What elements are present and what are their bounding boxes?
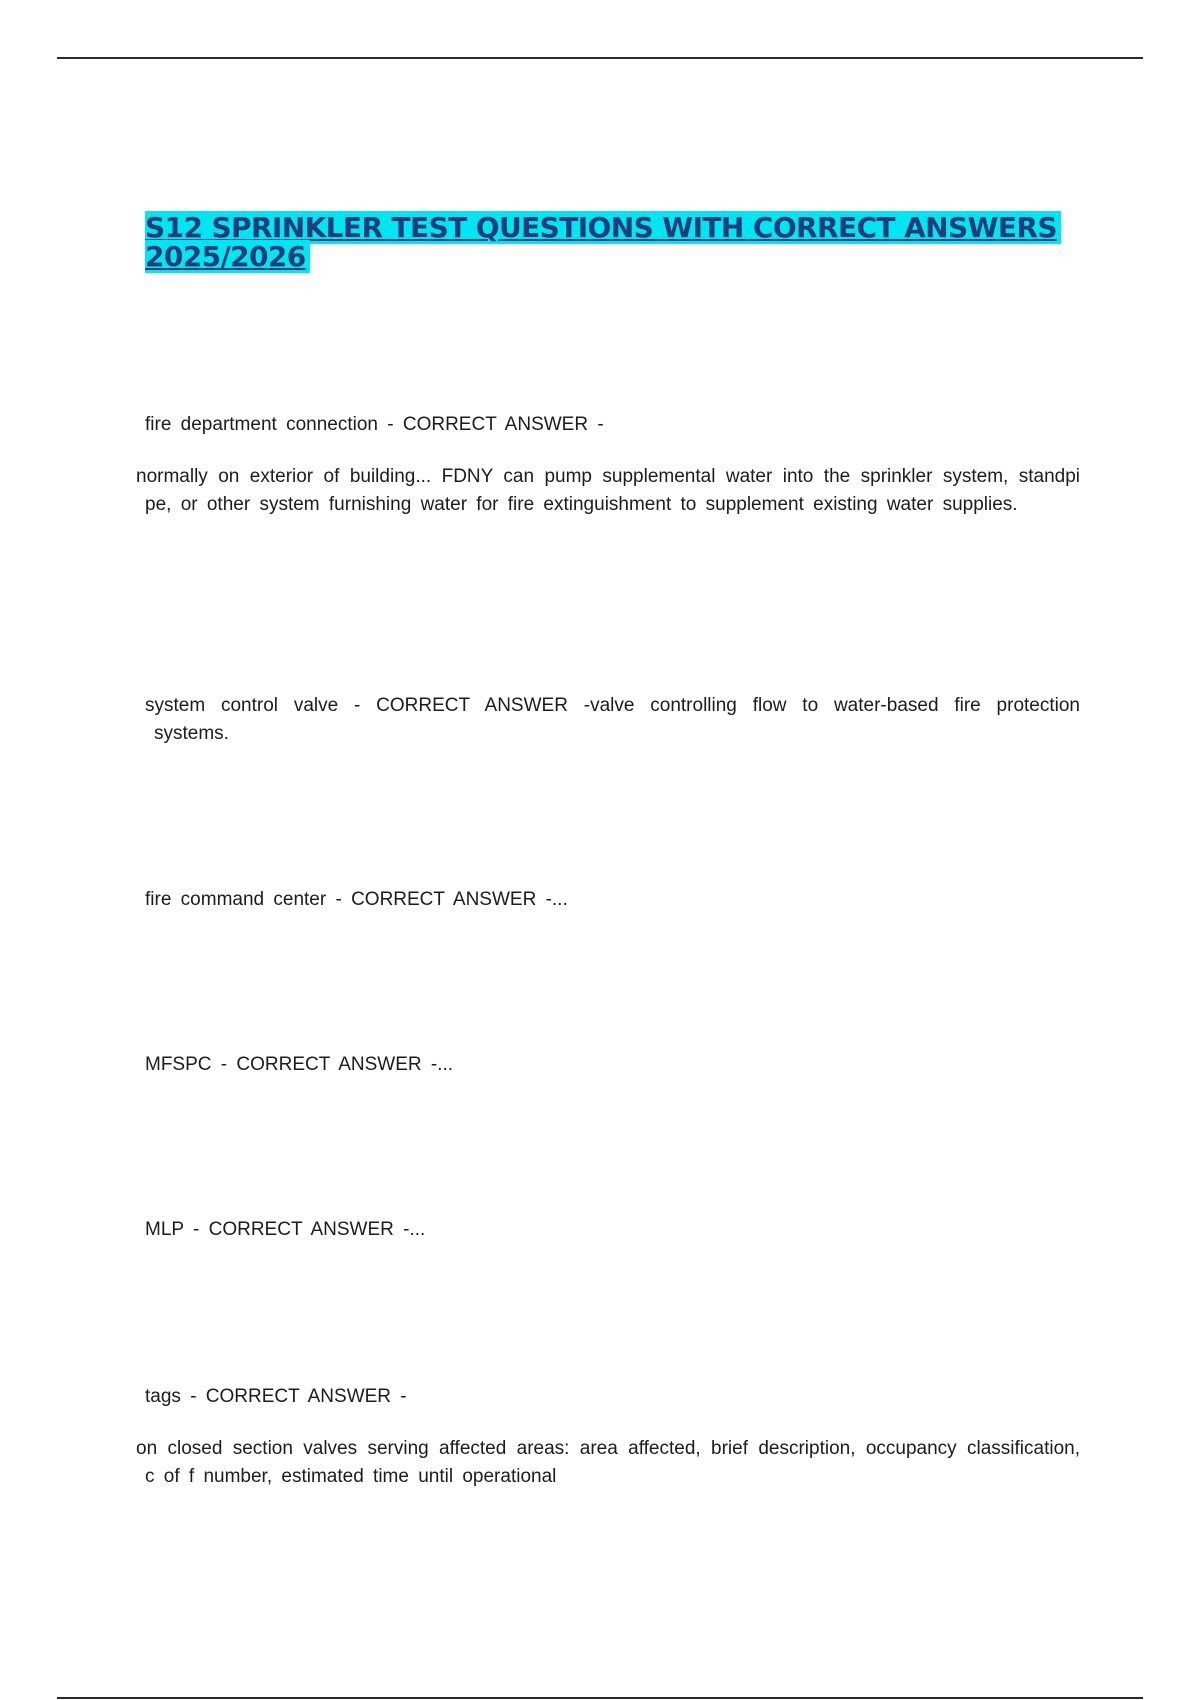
entry-term: tags - CORRECT ANSWER - <box>145 1386 407 1407</box>
qa-entry-mfspc <box>145 1051 1080 1079</box>
header-rule <box>57 57 1143 59</box>
entry-term: MLP - CORRECT ANSWER -... <box>145 1219 426 1240</box>
entry-term: MFSPC - CORRECT ANSWER -... <box>145 1054 454 1075</box>
entry-term: system control valve - CORRECT ANSWER -valve controlling flow to water-based fire protection systems. <box>145 695 1080 744</box>
qa-entry-fire-command-center <box>145 886 1080 914</box>
qa-entry-tags <box>136 1383 1080 1491</box>
entry-term: fire command center - CORRECT ANSWER -... <box>145 889 568 910</box>
entry-term: fire department connection - CORRECT ANSWER - <box>145 414 604 435</box>
qa-entry-system-control-valve <box>145 692 1080 748</box>
qa-entry-mlp <box>145 1216 1080 1244</box>
title-highlight: S12 SPRINKLER TEST QUESTIONS WITH CORRECT ANSWERS 2025/2026 <box>145 211 1061 273</box>
entry-definition: normally on exterior of building... FDNY can pump supplemental water into the sprinkler system, standpi pe, or other system furnishing water for fire extinguishment to supplement existing water supplies. <box>136 466 1080 515</box>
entry-definition: on closed section valves serving affected areas: area affected, brief description, occupancy classification, c of f number, estimated time until operational <box>136 1438 1080 1487</box>
document-title <box>145 213 1080 271</box>
footer-rule <box>57 1697 1143 1699</box>
qa-entry-fire-department-connection <box>136 411 1080 519</box>
